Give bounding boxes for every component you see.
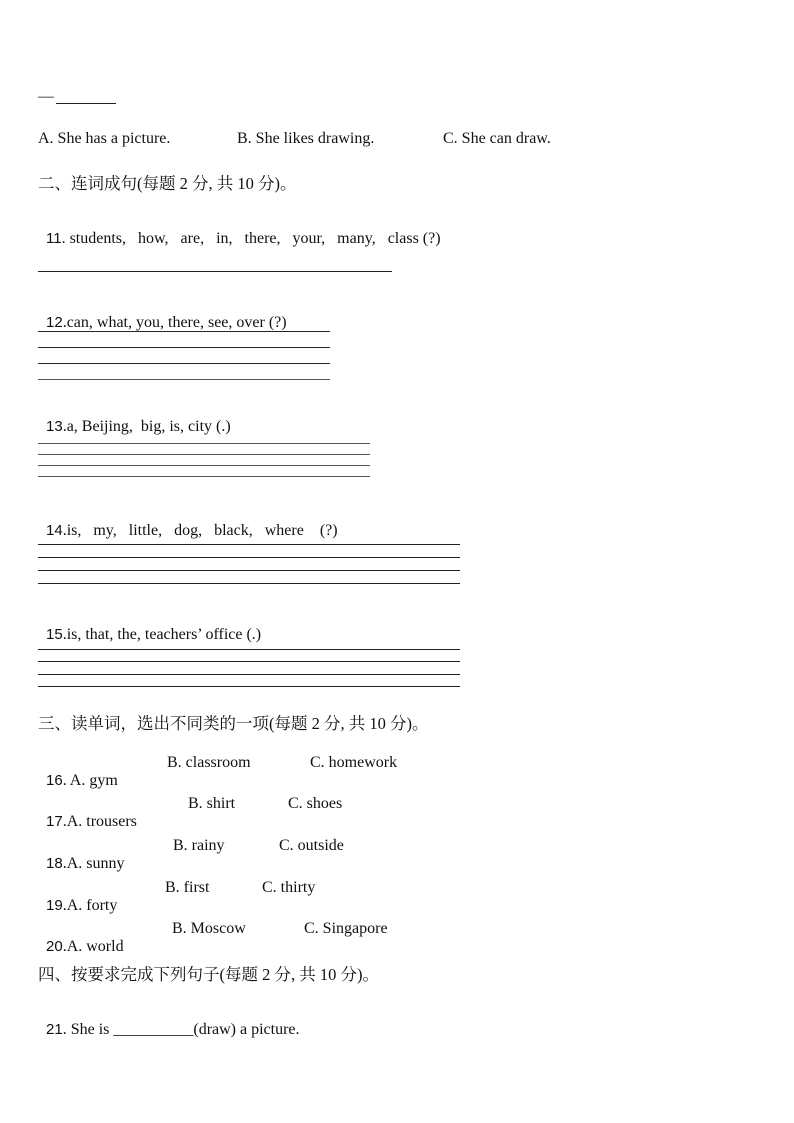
answer-line[interactable] xyxy=(38,331,330,332)
option-c: C. homework xyxy=(310,754,398,771)
answer-line[interactable] xyxy=(38,379,330,380)
question-number: 15 xyxy=(46,626,63,643)
question-17 xyxy=(38,795,137,831)
answer-line[interactable] xyxy=(38,443,370,444)
question-18 xyxy=(38,837,124,873)
option-b: B. She likes drawing. xyxy=(237,130,375,147)
question-words: .a, Beijing, big, is, city (.) xyxy=(62,418,231,435)
answer-line[interactable] xyxy=(38,661,460,662)
question-11 xyxy=(38,212,441,248)
answer-line[interactable] xyxy=(38,271,392,272)
answer-line[interactable] xyxy=(38,674,460,675)
option-b: B. classroom xyxy=(167,754,251,771)
question-number: 18 xyxy=(46,855,63,872)
option-b: B. first xyxy=(165,879,210,896)
option-a: .A. world xyxy=(62,938,124,955)
answer-line[interactable] xyxy=(38,465,370,466)
option-a: .A. sunny xyxy=(62,855,125,872)
answer-line[interactable] xyxy=(38,363,330,364)
option-c: C. outside xyxy=(279,837,344,854)
question-13 xyxy=(38,400,231,436)
answer-line[interactable] xyxy=(38,544,460,545)
option-b: B. Moscow xyxy=(172,920,246,937)
answer-line[interactable] xyxy=(38,686,460,687)
dash-mark: — xyxy=(38,88,54,105)
answer-line[interactable] xyxy=(38,583,460,584)
option-a: A. She has a picture. xyxy=(38,130,171,147)
question-words: .is, that, the, teachers’ office (.) xyxy=(62,626,262,643)
fill-in-blank[interactable]: __________ xyxy=(113,1021,194,1038)
answer-line[interactable] xyxy=(38,557,460,558)
question-19 xyxy=(38,879,117,915)
answer-blank[interactable] xyxy=(56,103,116,104)
question-number: 13 xyxy=(46,418,63,435)
section-2-heading: 二、连词成句(每题 2 分, 共 10 分)。 xyxy=(38,174,297,193)
option-a: .A. forty xyxy=(62,897,118,914)
question-text-after: (draw) a picture. xyxy=(193,1021,300,1038)
question-16 xyxy=(38,754,118,790)
question-number: 14 xyxy=(46,522,63,539)
answer-line[interactable] xyxy=(38,649,460,650)
question-words: .can, what, you, there, see, over (?) xyxy=(62,314,287,331)
option-c: C. thirty xyxy=(262,879,316,896)
answer-line[interactable] xyxy=(38,476,370,477)
section-4-heading: 四、按要求完成下列句子(每题 2 分, 共 10 分)。 xyxy=(38,965,379,984)
answer-line[interactable] xyxy=(38,347,330,348)
question-words: .is, my, little, dog, black, where (?) xyxy=(62,522,338,539)
question-number: 20 xyxy=(46,938,63,955)
option-b: B. shirt xyxy=(188,795,236,812)
question-21 xyxy=(38,1003,300,1039)
question-number: 12 xyxy=(46,314,63,331)
option-c: C. She can draw. xyxy=(443,130,551,147)
answer-line[interactable] xyxy=(38,570,460,571)
question-14 xyxy=(38,504,338,540)
section-3-heading: 三、读单词，选出不同类的一项(每题 2 分, 共 10 分)。 xyxy=(38,714,429,733)
question-number: 11 xyxy=(46,230,62,247)
option-a: .A. trousers xyxy=(62,813,137,830)
option-b: B. rainy xyxy=(173,837,225,854)
option-c: C. shoes xyxy=(288,795,343,812)
question-12 xyxy=(38,296,287,332)
question-number: 19 xyxy=(46,897,63,914)
question-words: . students, how, are, in, there, your, many, class (?) xyxy=(61,230,441,247)
question-text-before: . She is xyxy=(62,1021,114,1038)
option-c: C. Singapore xyxy=(304,920,388,937)
question-20 xyxy=(38,920,124,956)
option-a: . A. gym xyxy=(62,772,118,789)
question-15 xyxy=(38,608,261,644)
question-number: 16 xyxy=(46,772,63,789)
question-number: 21 xyxy=(46,1021,63,1038)
answer-line[interactable] xyxy=(38,454,370,455)
question-number: 17 xyxy=(46,813,63,830)
